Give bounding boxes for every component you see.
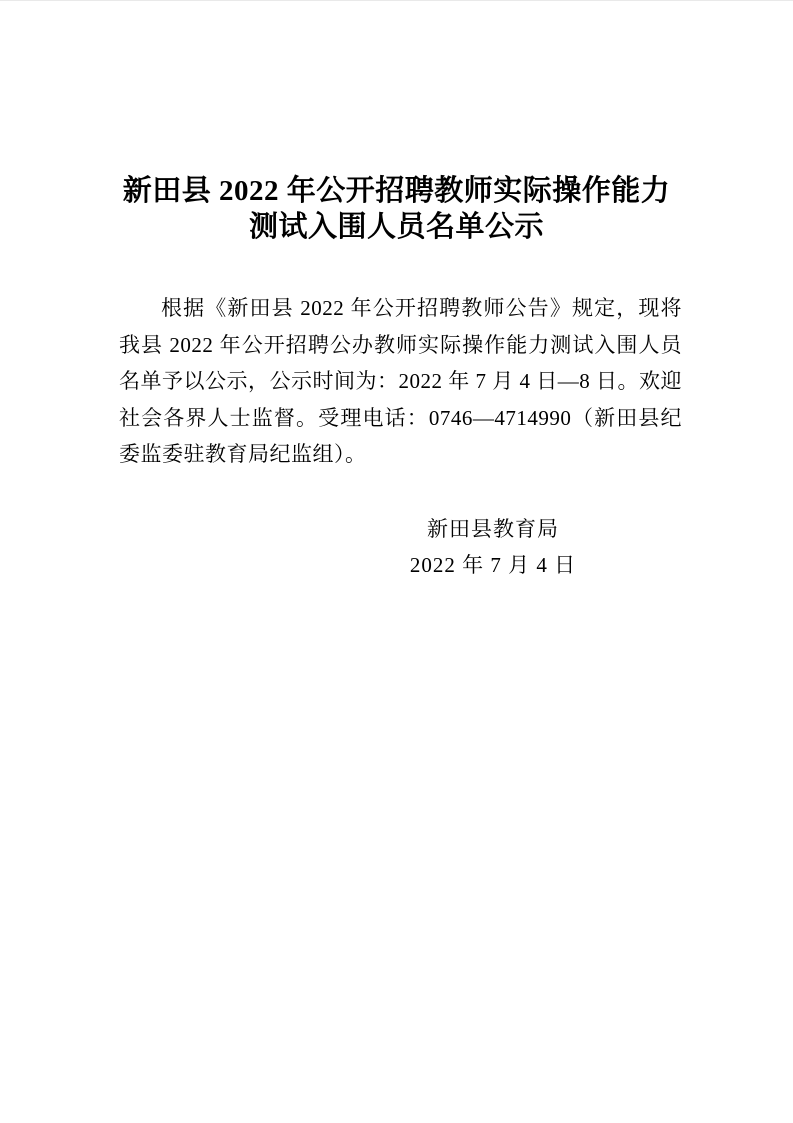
body-line: 名单予以公示，公示时间为：2022 年 7 月 4 日—8 日。欢迎 [119, 369, 682, 393]
title-line-1: 新田县 2022 年公开招聘教师实际操作能力 [122, 175, 671, 207]
title-line-2: 测试入围人员名单公示 [248, 211, 544, 243]
document-title [0, 173, 793, 245]
body-line: 委监委驻教育局纪监组）。 [119, 442, 367, 466]
body-line: 根据《新田县 2022 年公开招聘教师公告》规定，现将 [161, 296, 682, 320]
body-line: 社会各界人士监督。受理电话：0746—4714990（新田县纪 [119, 405, 682, 430]
signature-organization: 新田县教育局 [427, 517, 559, 541]
signature-date: 2022 年 7 月 4 日 [409, 553, 577, 577]
body-paragraph [119, 290, 682, 473]
signature-block [193, 511, 793, 583]
body-line: 我县 2022 年公开招聘公办教师实际操作能力测试入围人员 [119, 332, 682, 357]
